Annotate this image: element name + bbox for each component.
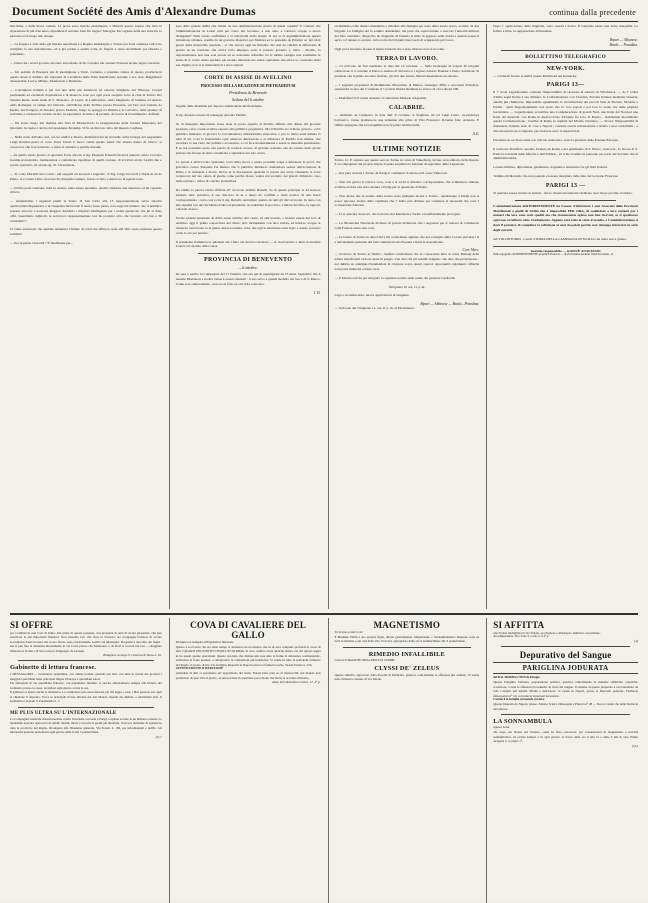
section-divider	[198, 253, 299, 254]
signature: A.G.	[472, 131, 480, 136]
ad-subheading: ATTENTI FRONTE D'ISTRUZIONE	[175, 666, 224, 671]
colophon-rule	[493, 246, 638, 247]
signature: Basile — Prandina.	[609, 42, 638, 47]
dateline: —6 ottobre.	[238, 265, 258, 271]
ads-column-1	[10, 618, 162, 903]
paragraph: Da ultimo la parola venira affidata all' avvocato Achille Rubelli. Se in questa principio vi ha leonovi adunato tutte potuterso il suo discorso in se e meno da conflitta e dalla tecnica di una breve corrispondenza ; certo così è che il sig. Rubelli centralizzo quanto da tutti gli altri avvocati. In detta con una rapidità con una lucidezza d'idee sorprendente. Accademizò il processo , l'indole del fatto, le ragioni, i metodi di esso.	[175, 188, 321, 212]
news-item: — Non dicesi che le notizie della nostra corte giungano sicure a Torino , quantunque a Parigi non si possa ignorare alcuna della vigilanza che l' Italia può abbiare per sostenere la necessità che cosa l' occupazione francese.	[334, 193, 480, 208]
ad-divider	[501, 714, 630, 715]
signature: I. D.	[314, 290, 321, 295]
column-1	[10, 24, 162, 609]
news-item: — Ci si assicura di nuovo, che il ritorno del Renchetti a Torino è indefinitamente prorogato.	[334, 212, 462, 217]
paragraph: — Annunziamo i seguenti premi la Teatro di San Carlo alla 13 rappresentazione serva autorità quattrocentocinquantatre e di cinquanta mi brochè il teatro fosse pieno, non sopporta numero che il pubblico potesse arrecare a nostrane maggior desiderio i migliori intelligenza per i strani spettacoli, che gli si mise offri. Guardiamo inghiottì, le sottovoce rappresentazione non ha prodotto altro che trecento otto lire e 30 centesimi!!!	[10, 199, 162, 223]
page-title: Document Société des Amis d'Alexandre Dumas	[12, 6, 256, 18]
ad-body: Questo rimedio, approvato dalla Facoltà di Medicina, guarisce radicalmente le affezioni più ostinate. Si vende nella farmacia centrale di via Toledo.	[334, 672, 480, 682]
paragraph: Dopo l' applicazione delle mignatte, sono cessati i dolori. Il Generale passò una notte tranquilla. La febbre è mite, la suppurazione abbondante.	[493, 24, 638, 33]
ad-number: (4)	[634, 639, 638, 644]
printer-imprint: Nella tipografia dell'INDIPENDENTE proprietà Francesi — di via Pessina Andreni Vendi Giovanni, 11	[493, 252, 614, 257]
ad-body: I MESSAGGERI — Letteratura quotidiana, con ultime notizie, giornali più letti, con tutte le novità dei giornali i maggiori quotidiani nelle principali lingue d'Europa e quotidiani esteri.	[10, 672, 162, 681]
paragraph: Il presidente formulera le quistioni che i fatto tati devono risolvere — si. risolveremo a darla in anonide avanzi cui risoluto della causa.	[175, 239, 321, 249]
section-subheading: Seduta del 6 ottobre	[232, 97, 265, 103]
news-item: — Le lettere di Torino in data d'ieri (16) confermano appieno che nel consiglio della Corona prevalse i sì e dell'unanime generale del fatti comunicati alla Fiesana e finiti in Aspromonte.	[334, 234, 480, 244]
ad-subheading-clyssi: CLYSSI DE' ZELEUS	[374, 664, 440, 672]
section-subheading: PROCESSO DELLA REAZIONE DI PIETRADEFUSI	[200, 83, 296, 89]
section-divider	[184, 71, 313, 72]
ad-signature: Bolagnere al largo S. Caterina di Siena n. 20.	[103, 653, 162, 658]
dispatch-origin-parigi-2: PARIGI 13 —	[545, 182, 586, 189]
paragraph: Termina dichiarando che non potendo el essere interpreto delle idee del Governo Francese.	[493, 174, 619, 179]
ad-heading-si-affitta: SI AFFITTA	[493, 620, 545, 630]
ad-number: (5) 1	[155, 734, 162, 739]
ad-heading-sonnambula: LA SONNAMBULA	[493, 718, 553, 726]
news-item: — Scrivono da Torino al Diritto : Sembra confermarsi che la conoscenza fatta al conte Buslogi delle lettere meridionali vada in suale in pregio. Che dire che gli assumi vengano: che dice che protesterano , nei dubbio su adempie,vivendendosi di ritornare sopra questi onerosi opportunità argomento affinché non possa indurarsi a fonte certa.	[334, 252, 480, 271]
paragraph: essa della grande utilità che risulta da una amministrazione giusta di questi capitali? E contrari che l'amministrazione di Loiati resti per conto del Governo, è una rana, e condoce scoppo a nuovi disinganni? Sulle stessa confidenza e la inferiorità dello statuto di noi la fa legittimizzazione questa istituzione ultranea, eredita da un governo dispotico per finitizza ea le pretenda de Principi ae' più tristi giorni della monarchia assoluta, , si cita ancora oggi un Principe che non ha validità la differenza di prezzo in un contratto che aveva fatto impegno sotto il passato governo ), tiarle , dicamo, la rappresentanza non una sola parola su so nazionale dobrebbe lia le ultime vestigia non solamente le nome di S. Carlo aensa perdette pel mondo musicale ma senza capitalista che allora lo coscienza della sua dignità, non vi si metterebbe li i suoi capitali.	[175, 24, 321, 67]
paragraph: Devianno in tre Stati, unisi con vincolo federativo, sotto la garanzia delle Potenze Europee.	[493, 137, 619, 142]
admin-notice: L'amministrazione dell'INDIPENDENTE ha l'onore d'informare i suoi Associati delle Provincie Meridionali e quelli di Sicilia che è impossibile PER ORA, di soddisfare a loro reclami per i numeri che loro sono stati spediti ma che cionoustante egiuso non han ricevuti, se si spedissero ogni non avrebbero altro risultamento. Appena sarà tolto lo stato d'assedio, e l'amministrazione si darà il pensiero di compilare la collezione ai suoi Associati perchè non rimanga interrotta la serie degli estratti.	[493, 203, 638, 232]
section-subheading: Presidenza de Benevole	[229, 90, 268, 96]
paragraph: Svolse grande questione di dritto erano relative alla causa, ed alla leosaio, o mostrò essere nel loro di Avellino oggi il primo conoscitore del dritto; altri incidementi con luca invida, ed inilarve scoppe si chiedeva verrancano la si giuria descri-isvennuo volte che egli si mostrasse tanto ligio e questo governo come lo era pei passato.	[175, 216, 321, 235]
paragraph: — Si conte Martelli-Secco nini : tali sergenti ed arrestati i seguenti : il Sig. Luigi Zoccardi e Nardi,di un da Pietro, si è voluto l'altro ricorrere:fra Pasquale Lemare, il dato al fatto e detectore di uguale reato.	[10, 171, 162, 181]
ads-column-2	[169, 618, 321, 903]
ad-subheading: Cartino il la bottiglia col metodo curativo	[493, 697, 545, 702]
ad-body: Questo è la ricordo che era tanto tempo si attendeva da un medico che sa di aver compiuto profondo il corso di tutti i QUARTI DEI POSITIVI ISSOLUTI DI RIMA, in vero, sembra avere qualche durata, sia che questo segua in tre questi quante operazioni. Questo prodotto che diviene più cura tutte le forme di debolezza costituzionale, restituisce le forze perdute, e rinvigorisce le costituzioni più indebolite. Si vende in tutte le principali farmacie del Regno al prezzo di lire 3 la bottiglia. Depositi in Napoli presso la farmacia Gallo, Strada Toledo n. 256.	[175, 644, 321, 667]
paragraph: macchina, e delle move caldaie. Le prove sono riuscite pienamente, e Martoli questo vapore che darà in riparazione di più d'un anno, riprenderà il servizio fatto fin bagno? Maraglia. Per ragione della sua velocità, la partenza avrà luogo alle cinque.	[10, 24, 162, 38]
admin-notice-continuation: del VOLONTURIO , e nella STORIA DELLA CAMPAGNA DI SICILIA che unita non è giunta.	[493, 236, 627, 241]
paragraph: Il territorio Pontificio sarebbe formato da Roma e del patrimonio di S. Pietro , riserverà , le favore di S. Pater la sovranità delle Marche e dell'Umbria , ed il Re avrebbe in perpetuo per parte del Sovrano che le amministrerebbe.	[493, 146, 638, 161]
section-heading-terra: TERRA DI LAVORO.	[375, 56, 438, 63]
ad-side-note: Si ricevono a tutte le ore	[334, 630, 363, 634]
column-3	[328, 24, 480, 609]
ad-body: Il Madame Pellin e sua propria figlia, diretta giornalmente, Magnetismo e Sonnambulismo! Risposte certe su tutte le malattie e sui casi della vita. Si riceve ogni giorno dalle ore 9 antimeridiane alle 3 pomeridiane.	[334, 634, 480, 644]
dispatch-origin-newyork: NEW-YORK.	[546, 65, 585, 72]
paragraph: — La fregata a vela della già marina napolitana La Regina ammiraglia a Tolone per farsi ardattare l'elica ha compiuto la sua installazione, ed è già partita a quella volta, in fregata a ruote Archimede per ritirarla a prenderne.	[10, 42, 162, 57]
ad-body: Attendete di altri si acquistano all' apparizione dei nomi. Notasi bene pure su di manoscritti, nel mondo non parlandosi da que' altro il presto , si può portarsi in questione porta molte che molto si accennò d'intorno.	[175, 671, 321, 680]
section-heading-provincia: PROVINCIA DI BENEVENTO	[204, 257, 293, 264]
ad-number: (5) 4	[631, 743, 638, 748]
ad-address: alla indipendente, Vico Sotto S. Carlo, n. 4 4° p.	[493, 634, 549, 639]
news-item: Torino 12. E capitato per questo sera in Torino in conto di Stakelberg, inviato straordinario della Russia. E accompagnato dal proprio nipote il quale assumerà le funzioni di segretario della Legazione.	[334, 157, 480, 167]
ad-product-name: PARIGLINA JODURATA	[493, 662, 638, 674]
section-heading-ultime-notizie: ULTIME NOTIZIE	[372, 143, 442, 153]
paragraph: reclamiamo,come denaro mandando a chiedere alla famiglia per resto dello stesso servo, scortato da due briganti. La famiglia del la somma domandata, ma pure che sopravvenute a vescovo l'autorità militare del fatto anzidetto, dispaccho un drappello di fanteria si mise in aggauto sulla strada e quando passò il servo col denaro,lo arrestò. Alla scorta dei briganti riuscì però di scappareda pel bosco.	[334, 24, 480, 43]
signature: Ripari — Albanese.	[609, 37, 638, 42]
ad-heading-rimedio: RIMEDIO INFALLIBILE	[368, 650, 446, 658]
news-item: — Sino dal giorno 9 correva voce, cosa e si scrivi il ministro corrispondente, che il ministero italiano avrebbe avviata una nota risoluta a Parigi per le questione di Roma.	[334, 180, 480, 189]
news-item: — Il Mosticoceh ha per telegrafo la seguente notizia sulla salute del generale Garibaldi:	[334, 275, 456, 280]
ads-separator	[10, 613, 638, 615]
ad-side-note: signora Luisa	[493, 725, 510, 730]
dispatch-text: Il 7 art.di Lagarmonière contiena l'impossibilità di ritornare al trattato di Villafranca. — Se l' Unità d'Italia seguì Roma è sua chimera, la Confederazione con l'Austria, Polonia Italiana mediante Venezia, anteile più chimerose. Impossibile egualmente la ricostituzione dei piccoli Stati di Firenze, Modena e Parma : quali disgraziatamente non erano che lo' loro popoli e poi loro lo erano che delle prigioni lasciandole — Lagarmoniere eccezifice una Confederazione di grandi Stati, una Italia del Nord,ed una Italia del mezzodì, con Roma in mezzo,vivole d'Unanie fra loro. Il Papato , dominando moralmente questa Confederazione , farebbe di Roma la capitale del Mondo Cristiano. — Invece l'impossibilità di mantenere l'attuale stato di cose a Napoli ; consista eaardi restaurazione a Roma i suoi consolidati ; e dite necessario un Congresso per risolvere sorta le superiti Irai.	[493, 90, 638, 134]
gerente-responsabile: Gerente responsabile — GIOSUÈ ANASTASIO	[530, 248, 601, 253]
dispatch-origin-parigi: PARIGI 13—	[546, 82, 585, 89]
ad-divider	[18, 707, 154, 708]
paragraph: Il sig. Rossaro arrestò di Giuseppe Antonio Petrillo.	[175, 113, 247, 118]
paragraph: — In quello stesso giorno, al quartiere Porto ancora, il sig. Pasquale Eduardo moveva querela contro Ceccano Gentile,accusandolo, insinuandosi a comunicato ripetitore di quella scatone, di avvicinò stolto foratili due e grazia operativo, ed alcuni sig. 91-5 francheria.	[10, 153, 162, 168]
ad-heading-cova: COVA DI CAVALIERE DEL GALLO	[190, 620, 307, 640]
paragraph: — Modafenci il 9 venne arrestato il camorrista Michele d'Agostini.	[334, 96, 428, 101]
advertisements	[10, 618, 638, 903]
ad-body: una Stanza mobigliata in via Toledo, per Signore o impiegato. Indirizzo al portinaio.	[493, 631, 601, 635]
paragraph: — D'altra parte venivano tratti in arresto, nella stessa quartiere, quattro chiudati, due disertori, ed un vagando di leva.	[10, 185, 162, 195]
ad-author: del Prof. MORELLI NINI de Perugia	[493, 675, 540, 680]
paragraph: Ier sera è partito la Compagnia del 17 fanteria, che era qui di guarnigione da 15 mesi. Sappiamo che il tenente Montanari e inoltre venne Lorenzo Iannotti : il suo servo e quindi modello sul luoco di S. Marco. Come son comprendente , non era in fatto su vita d'ira volevano.	[175, 272, 321, 286]
section-heading-bollettino: BOLLETTINO TELEGRAFICO	[525, 53, 606, 60]
news-item: — La Monarchia Nazionale dichiara di potersi dichiarare che i negoziati per il trattato di commercio colla Francia siano stati rotti.	[334, 221, 480, 230]
ad-heading-magnetismo: MAGNETISMO	[373, 620, 441, 630]
dispatch-text: — I federali furono sconfitti presso Richmond nel Kentucky.	[493, 73, 577, 78]
paragraph: Laonne militare, diplomazia, giudiziaria, doganale e monetaria fra gli Stati Italiani.	[493, 165, 608, 170]
ad-heading-depurativo: Depurativo del Sangue	[519, 650, 612, 661]
ads-column-3	[328, 618, 480, 903]
dispatch-text: Si assicura essere inviata la notizia , che le obiezioni federativi debbano aver luogo pel fine d'ottobre.	[493, 190, 633, 195]
paragraph: — Abbiamo da Catanzaro in data dell' 8 corrente. A Stagliano un tal Luigi Lauro, ex-predatore borbonico, venne promessore una somunna alle grido di Viva Francesco II.venne fatto arrestato. E rimilte appagone che la tranquillità non fu punto turbata nulla.	[334, 113, 480, 127]
paragraph: — Gli uomini di Piacenza più di guarnigione a Terni, vorranno a prendere stanza in questo provincie,in questo modo il numero dei regionari di Cavalleria nella Italia meridionale ascende a sei, cioè, Reggimenti Alessandria, Lucca, Milano, Monferrato e Piemonte.	[10, 69, 162, 84]
section-divider	[501, 50, 630, 51]
column-4	[486, 24, 638, 609]
article-columns	[10, 24, 638, 609]
ad-body: Per abbonarsi in via quotidiana francese, con pagamento mensile: si servire abbonamento sempre alla libreria del Gabinetto presso la cassa, recandosi ogni giorno a tutte le ore.	[10, 681, 162, 690]
ad-heading-gabinetto: Gabinetto di lettura francese.	[10, 664, 97, 672]
ad-divider	[18, 660, 154, 661]
masthead	[10, 6, 638, 20]
heading-rule	[493, 62, 638, 63]
masthead-continuation: continua dalla precedente	[549, 8, 636, 17]
ad-divider	[501, 646, 630, 647]
signature: Ripari — Albanese — Basile—Prandina.	[420, 302, 480, 307]
paragraph: — Ha avuto luogo ieri mattina alla Sala di Montecitorio la inaugurazione della Società Monetaria del Quartetto in capite è deciso dal presidente Kralamp. Vi fu un discorso letto dal maestro Lughese.	[10, 121, 162, 131]
masthead-rule	[10, 21, 638, 22]
ad-body: per Commercio una Casa di Italia; alla piana di questa presente, con proprietà di anni di sicura guaranzia, che può esercitare le più importanti funzioni. Non presenta loro che circa la Sotracta: sia aconpagna formosa di avviso Gavallorias d'una Società che ai suo favore sono, necessitando novità con Morbigno: Prospettiva descritto dei bagni : noi si può fare la domanda direttamente in via Costa presso che Mantoano, o da Rovi si troverà nel loro — Reggiate d'intorno il Scribe e in Via Corsa la Sangiorgio di Luciano.	[10, 631, 162, 653]
paragraph: Se di mangiare importanza l'esse stata la prova appello al Petrillo affinito alla difesa del giovane arrestato, certo costui avrebbe esposto alla pubblica pespitativa. Ma il Petrillo era il meno gravato , ed il pubblico ministero si giovarò lo raccomandava dichiarandolo innocente, o per lo meno assai dubbia la reità di lui. Così la interesdeita ogni ulteriore discussione e al difensore di Petrillo non rimane, che ricordare la sua certo del pubblico accusatore, e col fece modestamente e senza la menoma pretensione. E se noi possiamo porre una parola di conforto dovero di giovane arrestato che sia venuto dello glorie palesse che furono di tanto ornamento e splendore nei loro avola.	[175, 122, 321, 156]
paragraph: — Nella notte dell'altro ieri, ad ore undici e mezzo, manifestavasi un incendio nella bottega del negoziante Luigi Romano,posta al corso Porta Tondo il fuoco venne spento senza che alcuno danno di rilievo: si conosceva che il proprietario, e tanni si valutano a perdite davanti.	[10, 134, 162, 149]
heading-rule	[335, 155, 480, 156]
ad-body: Il gabinetto è aperto anche la domenica. Le condizioni sono assai discrete per chi legge a casa; i libri possono per ogni si chiedono il deposito. Trova le principali riviste, Rivista dei due Mondi, Journal des Débats, e moltissimi altri. Il Gabinetto è ai piani S. Ferdinando n. 7.	[10, 690, 162, 704]
news-item: — Son pure arrivati a Torino da Parigi il commend. Sciatola ed il conte Vimercati.	[334, 171, 448, 176]
column-2	[169, 24, 321, 609]
section-heading-corte: CORTE DI ASSISE DI AVELLINO	[204, 75, 292, 82]
news-item: — Scrivono dal Varignano 11, ore 11 p. m. al Movimento:	[334, 306, 415, 311]
ad-body: La Compagnia Generale d'Assicurazione contro l'incendio con sede a Parigi, Capitale sociale di un milione e mezzo, la medesima assicura ogni sorta di stabili, mobili, merci e raccolti ai premi più moderati. Si riceve domande di agenzie in tutte le provincie del Regno. Rivolgersi alla Direzione generale, Via Toledo n. 184, per informazioni e tariffe. Gli interessati possono presentarsi ogni giorno dalle 9 alle 3 pomeridiane.	[10, 716, 162, 735]
paragraph: — Ci scrivono da San Germano in data del 10 corrente. — Sulle montagne di Capoli 30 briganti catturarono il 2 corrente il Parroco Andrea di Silvestro e i signori Alessio Boulder e Pietro Salomoni. Si pretende che il primo sia stato fucilato, gli altri due furono liberati dipendendo un riscatto.	[334, 64, 480, 78]
ad-heading-si-offre: SI OFFRE	[10, 620, 53, 630]
news-item: Lega a recrudescenza, nuova applicazioni di sanguine.	[334, 293, 410, 298]
paragraph: La parola è all'avvocato Quaranta. Così della bocca e senza prosabili sospe a difensore la prova che gravitava contro Pasquale De Rienzo che il pubblico ministero domandava sedere dell'accusione di Petito e la domanda a morte. Dovre la la discussione quanche la parola sua avere valutando la sorte crepuscolo nel suo stento di giudie come perché diesso ventra dal verdetto dei giurati dichiarato capo della restauro ; attivo di conciso promediata.	[175, 159, 321, 184]
ad-body: Questo Deposito in Napoli, presso d'Anzio Scalzi, Omeopatia a Pizzola n° 28 — Non si vende che nelle farmacie autorizzate.	[493, 702, 638, 711]
paragraph: Oggi poi è ritornato fu essa il signor Iannotti che è stato liberato non si sa come.	[334, 47, 445, 52]
ad-body: Questa Pariglina Jodurata, preparazione perfetta, guarisce radicalmente le malattie sifilitiche, erpetiche, scrofolose, e tutte le affezioni provenienti da vizio del sangue. Il sistema di questo preparato è raccomandato da tutti i medici più distinti d'Italia e dell'estero. Si vende in Napoli, presso il Deposito generale, Farmacia Omeopatica n° 10, con tutte le istruzioni necessarie.	[493, 680, 638, 698]
section-heading-calabrie: CALABRIE.	[388, 105, 425, 112]
paragraph: Ci viene assicurato che qualche domenica l'istituto di colui che affitta lo sede alla Villa reale ottenesse questa somma!!	[10, 227, 162, 237]
ad-subheading: Premiato con medaglia all'Esposizione Nazionale	[175, 640, 234, 644]
ad-heading-me-plus-ultra: ME PLUS ULTRA SU L'INTERNAZIONALE	[10, 710, 117, 716]
paragraph: — L'Artigliera italiana è già con una delle più numerose ed onorate artiglierie del l'Europa. Cacqui permanenti ed eventuali d'operazioni e di manovre sono per ogni parte eseguite sotto la città di Torino alla Venaria Reale, nelle lande di S. Maurizio, di Leyni, di Lombardore, nella lunghezza di Somma, ad Anzola nella Romagna, al campo del Ghiardo, sull'Oltrese della Trebbia presso Piacenza, sul Taro non lontano da Parma, nel Poligono di Sessano presso Modena, lungo le spiagge tra Rimini e la Cattolica, nelle pianure di Gabriano e cannone in occasio di tiro, in esperienze di arma e di proietti, di ricerca di rivestimenti e d'affusti.	[10, 88, 162, 117]
ad-body: che dopo sua Stanza nel Vomero, come ha fatto conoscere, per consultazioni di magnetismo e lucidità sonnambolica, ed avvisa sempre e in ogni giorno: si riceve dalle ore 9 alle 12 e dalle 3 alle 6, vico Primo Aragone n. 4, piano 1°.	[493, 730, 638, 744]
ad-side-note: Contro LE MALATTIE DELLA PELLE IN GENERE	[334, 657, 395, 662]
telegram-dateline: Varignano 10 ore, 11 p. m.	[388, 284, 426, 289]
paragraph: — Per le penne l'autorità ? E finalmente per...	[10, 240, 73, 245]
ad-signature: Aluta Vero Ronchino Carico, 17, 4° p.	[271, 680, 321, 685]
section-divider	[515, 200, 616, 201]
ads-column-4	[486, 618, 638, 903]
paragraph: Seguito della disamina pel deposto testimoniale del Presidente.	[175, 104, 263, 109]
paragraph: — I seguenti proprietari di Piedimonte, Marcellino di Matteo, Giuseppe d'Elia e Giovanni d'Onofrio, sequestrati la sera del 3 venneno il 7 potti in libertà mediante lo sborso di circa ducati 500.	[334, 82, 480, 92]
section-divider	[343, 139, 472, 140]
paragraph: — Diesi che i nostri governo sia stato autorizzato di far costruire nei cantieri Francesi alcune legni corazzate.	[10, 60, 161, 65]
signature: Corr. Merc.	[462, 248, 480, 253]
ad-divider	[343, 647, 472, 648]
